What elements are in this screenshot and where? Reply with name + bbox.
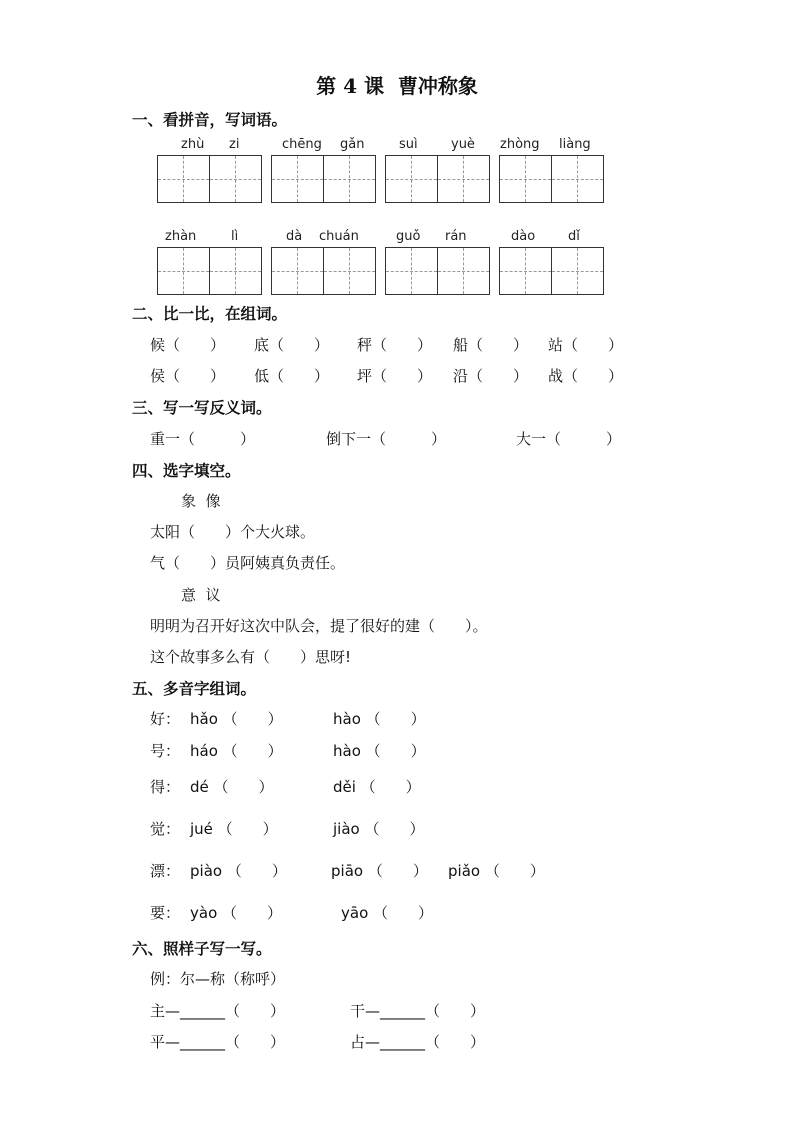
pinyin-label: chuán: [319, 229, 359, 244]
polyphone-item: yào （ ）: [190, 904, 283, 922]
polyphone-item: háo （ ）: [190, 742, 283, 760]
example-label: 例：尔—称（称呼）: [150, 970, 286, 988]
section-1-heading: 一、看拼音，写词语。: [132, 110, 288, 129]
writing-grid[interactable]: [385, 247, 490, 295]
polyphone-item: hào （ ）: [333, 742, 426, 760]
pinyin-label: lì: [231, 229, 239, 244]
fill-sentence: 太阳（ ）个大火球。: [150, 523, 316, 541]
compare-item: 底（ ）: [254, 336, 330, 354]
antonym-item: 大一（ ）: [516, 430, 622, 448]
pinyin-label: dǐ: [568, 229, 580, 244]
section-4-heading: 四、选字填空。: [132, 461, 241, 480]
pinyin-label: dào: [511, 229, 536, 244]
section-3-heading: 三、写一写反义词。: [132, 398, 272, 417]
pinyin-label: liàng: [559, 137, 591, 152]
compare-item: 候（ ）: [150, 336, 226, 354]
antonym-item: 倒下一（ ）: [326, 430, 447, 448]
polyphone-item: jiào （ ）: [333, 820, 425, 838]
pinyin-label: rán: [445, 229, 467, 244]
writing-grid[interactable]: [499, 247, 604, 295]
character-choice: 象 像: [181, 492, 221, 510]
polyphone-item: dé （ ）: [190, 778, 274, 796]
polyphone-item: yāo （ ）: [341, 904, 434, 922]
polyphone-char: 好：: [150, 710, 181, 728]
section-6-heading: 六、照样子写一写。: [132, 939, 272, 958]
polyphone-item: děi （ ）: [333, 778, 421, 796]
polyphone-char: 觉：: [150, 820, 181, 838]
writing-grid[interactable]: [385, 155, 490, 203]
compare-item: 秤（ ）: [357, 336, 433, 354]
fill-sentence: 这个故事多么有（ ）思呀!: [150, 648, 352, 666]
pinyin-label: zhù: [181, 137, 205, 152]
page-title: 第 4 课 曹冲称象: [316, 74, 478, 98]
polyphone-item: piǎo （ ）: [448, 862, 545, 880]
example-item: 主—______（ ）: [150, 1002, 286, 1020]
writing-grid[interactable]: [271, 247, 376, 295]
section-5-heading: 五、多音字组词。: [132, 679, 257, 698]
pinyin-label: zi: [229, 137, 240, 152]
compare-item: 侯（ ）: [150, 367, 226, 385]
pinyin-label: zhòng: [500, 137, 540, 152]
polyphone-item: jué （ ）: [190, 820, 278, 838]
fill-sentence: 气（ ）员阿姨真负责任。: [150, 554, 346, 572]
compare-item: 站（ ）: [548, 336, 624, 354]
pinyin-label: zhàn: [165, 229, 197, 244]
polyphone-item: piāo （ ）: [331, 862, 428, 880]
compare-item: 船（ ）: [453, 336, 529, 354]
compare-item: 坪（ ）: [357, 367, 433, 385]
polyphone-char: 号：: [150, 742, 181, 760]
writing-grid[interactable]: [271, 155, 376, 203]
compare-item: 沿（ ）: [453, 367, 529, 385]
polyphone-char: 要：: [150, 904, 181, 922]
compare-item: 低（ ）: [254, 367, 330, 385]
writing-grid[interactable]: [499, 155, 604, 203]
polyphone-char: 得：: [150, 778, 181, 796]
polyphone-item: hǎo （ ）: [190, 710, 283, 728]
pinyin-label: yuè: [451, 137, 475, 152]
section-2-heading: 二、比一比，在组词。: [132, 304, 288, 323]
example-item: 干—______（ ）: [350, 1002, 486, 1020]
polyphone-item: hào （ ）: [333, 710, 426, 728]
pinyin-label: dà: [286, 229, 303, 244]
example-item: 占—______（ ）: [350, 1033, 486, 1051]
antonym-item: 重一（ ）: [150, 430, 256, 448]
writing-grid[interactable]: [157, 155, 262, 203]
writing-grid[interactable]: [157, 247, 262, 295]
polyphone-char: 漂：: [150, 862, 181, 880]
character-choice: 意 议: [181, 586, 221, 604]
polyphone-item: piào （ ）: [190, 862, 287, 880]
pinyin-label: chēng: [282, 137, 322, 152]
compare-item: 战（ ）: [548, 367, 624, 385]
example-item: 平—______（ ）: [150, 1033, 286, 1051]
pinyin-label: guǒ: [396, 229, 421, 244]
fill-sentence: 明明为召开好这次中队会，提了很好的建（ ）。: [150, 617, 488, 635]
pinyin-label: suì: [399, 137, 418, 152]
pinyin-label: gǎn: [340, 137, 365, 152]
